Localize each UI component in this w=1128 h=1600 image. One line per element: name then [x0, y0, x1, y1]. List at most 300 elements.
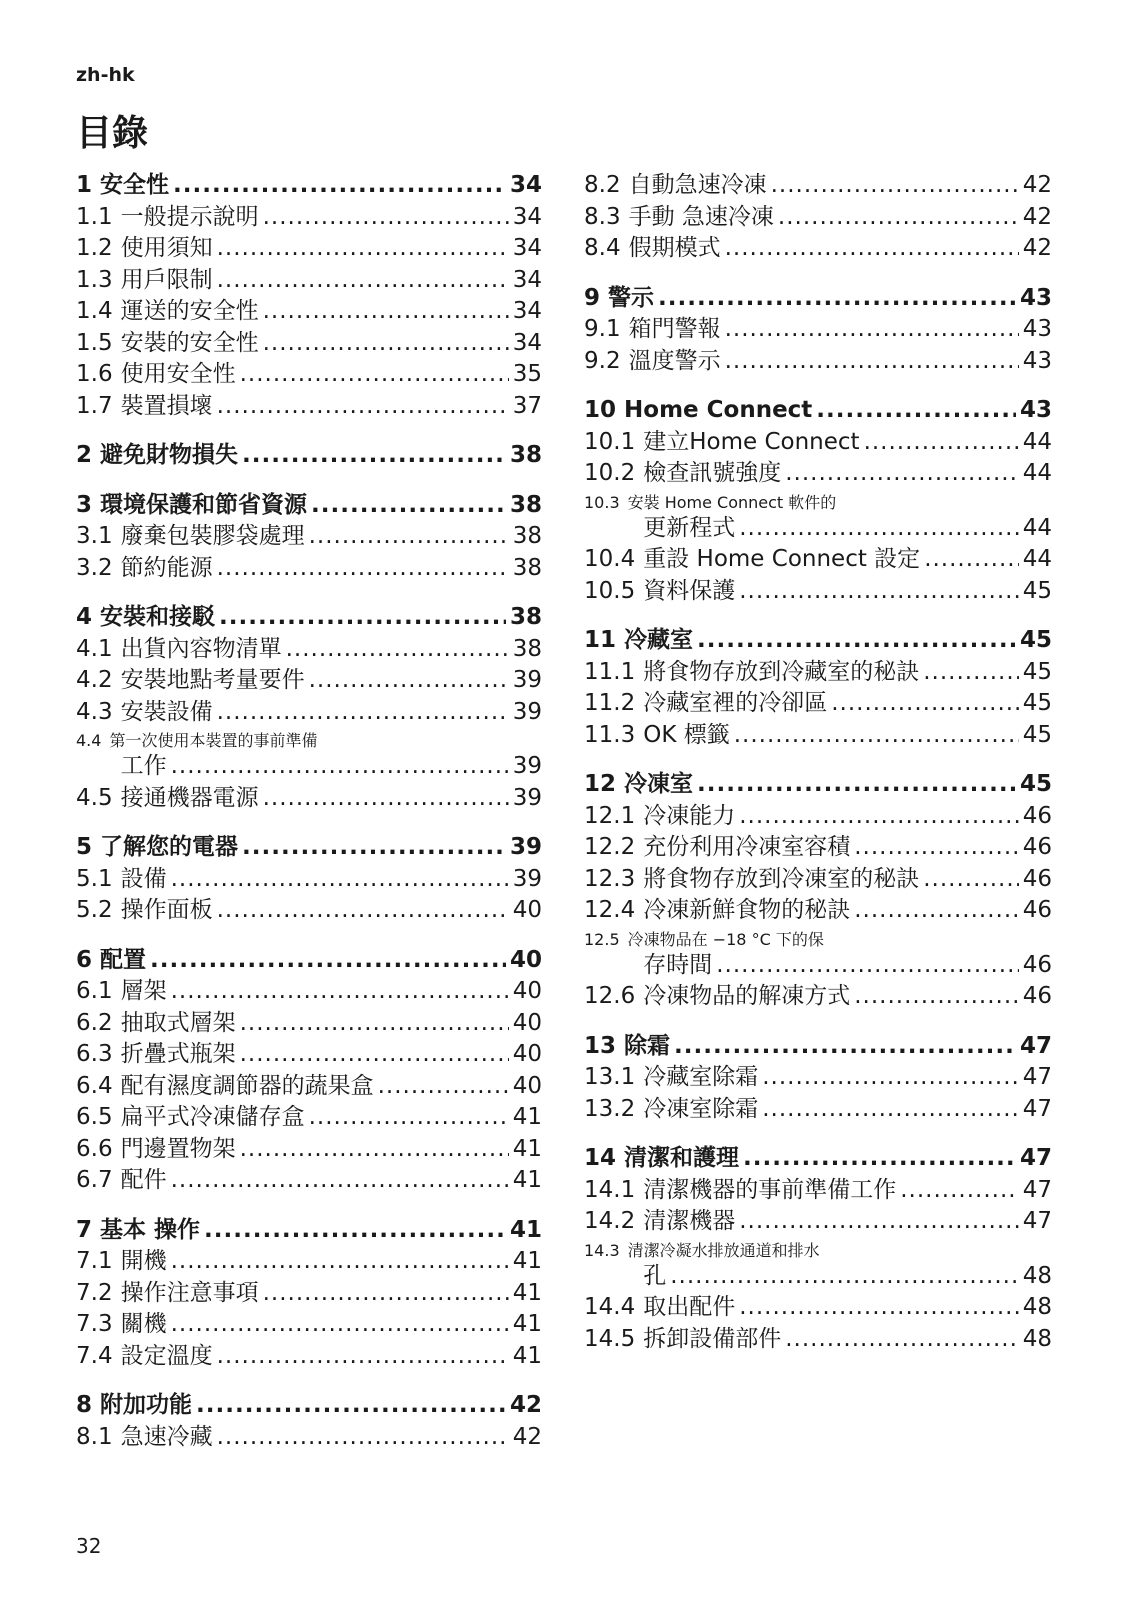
- toc-entry-page: 45: [1019, 771, 1052, 797]
- toc-section: [76, 832, 542, 927]
- dot-leader: [658, 283, 1016, 315]
- toc-entry[interactable]: [76, 521, 542, 553]
- toc-entry-page: 45: [1022, 690, 1052, 716]
- toc-entry[interactable]: [584, 1206, 1052, 1238]
- toc-chapter-heading[interactable]: [76, 945, 542, 977]
- toc-chapter-heading[interactable]: [76, 440, 542, 472]
- toc-entry-title: 將食物存放到冷凍室的秘訣: [643, 865, 920, 892]
- toc-entry-page: 41: [512, 1279, 542, 1306]
- toc-entry-title: 取出配件: [643, 1294, 736, 1320]
- toc-section: [584, 769, 1052, 1013]
- toc-column-right: [584, 170, 1052, 1373]
- toc-entry-number: 10.3: [584, 492, 620, 512]
- toc-entry-page: 44: [1022, 460, 1052, 486]
- toc-entry-number: 3.1: [76, 523, 113, 549]
- toc-chapter-heading[interactable]: [584, 769, 1052, 801]
- toc-chapter-heading[interactable]: [76, 170, 542, 202]
- toc-entry[interactable]: [584, 1292, 1052, 1324]
- toc-entry[interactable]: [584, 981, 1052, 1013]
- toc-entry-number: 4.4: [76, 731, 102, 750]
- toc-entry-title: 清潔機器: [643, 1208, 736, 1234]
- toc-entry-page: 41: [512, 1342, 542, 1369]
- dot-leader: [900, 1175, 1019, 1207]
- toc-entry-page: 34: [512, 203, 542, 230]
- toc-entry-title: 除霜: [624, 1032, 671, 1059]
- toc-entry-title: 裝置損壞: [120, 392, 213, 419]
- toc-entry-page: 43: [1022, 316, 1052, 342]
- dot-leader: [263, 202, 509, 234]
- dot-leader: [739, 513, 1019, 545]
- toc-entry-title: 箱門警報: [628, 316, 721, 342]
- toc-entry[interactable]: [584, 314, 1052, 346]
- toc-entry-title: 配件: [120, 1167, 167, 1193]
- toc-section: [76, 1215, 542, 1373]
- toc-entry[interactable]: [76, 1309, 542, 1341]
- page-number: 32: [76, 1534, 102, 1558]
- toc-entry-title: 抽取式層架: [120, 1009, 236, 1036]
- toc-section: [584, 1031, 1052, 1126]
- toc-entry-title: 清潔和護理: [624, 1145, 740, 1171]
- toc-entry-page: 42: [509, 1392, 542, 1418]
- dot-leader: [311, 490, 506, 522]
- toc-entry[interactable]: [76, 665, 542, 697]
- toc-entry-title: 建立Home Connect: [643, 428, 860, 455]
- toc-entry-title: 拆卸設備部件: [643, 1325, 782, 1352]
- toc-entry[interactable]: [76, 783, 542, 815]
- toc-entry[interactable]: [76, 1165, 542, 1197]
- dot-leader: [217, 233, 509, 265]
- dot-leader: [854, 832, 1019, 864]
- toc-entry[interactable]: [584, 576, 1052, 608]
- dot-leader: [219, 602, 506, 634]
- toc-entry-page: 40: [509, 946, 542, 973]
- toc-entry-page: 47: [1022, 1064, 1052, 1090]
- dot-leader: [739, 576, 1019, 608]
- toc-entry-number: 14.2: [584, 1208, 636, 1234]
- toc-entry-title: 節約能源: [120, 554, 213, 581]
- toc-entry-page: 43: [1022, 347, 1052, 374]
- toc-entry[interactable]: [584, 544, 1052, 576]
- toc-entry-page: 42: [1022, 203, 1052, 230]
- toc-chapter-heading[interactable]: [76, 1215, 542, 1247]
- toc-section: [76, 490, 542, 585]
- toc-entry-page: 34: [512, 298, 542, 324]
- toc-entry-title: 設定溫度: [120, 1342, 213, 1369]
- toc-entry-title: 設備: [120, 865, 167, 892]
- dot-leader: [725, 233, 1019, 265]
- toc-entry-page: 45: [1022, 577, 1052, 604]
- dot-leader: [263, 1278, 509, 1310]
- toc-entry-number: 11: [584, 627, 617, 653]
- toc-entry-page: 38: [509, 604, 542, 630]
- toc-entry[interactable]: [76, 1134, 542, 1166]
- toc-entry-title: 將食物存放到冷藏室的秘訣: [643, 658, 920, 685]
- toc-entry[interactable]: [76, 634, 542, 666]
- toc-entry-page: 40: [512, 1072, 542, 1099]
- toc-chapter-heading[interactable]: [76, 1390, 542, 1422]
- toc-entry[interactable]: [76, 1102, 542, 1134]
- toc-entry-title: 避免財物損失: [100, 442, 239, 468]
- toc-entry[interactable]: [584, 720, 1052, 752]
- toc-entry-page: 40: [512, 978, 542, 1004]
- toc-chapter-heading[interactable]: [76, 832, 542, 864]
- dot-leader: [739, 1292, 1019, 1324]
- dot-leader: [778, 202, 1019, 234]
- toc-entry-number: 1: [76, 172, 93, 198]
- dot-leader: [697, 769, 1016, 801]
- toc-entry-page: 44: [1022, 546, 1052, 572]
- toc-entry-number: 14.3: [584, 1240, 620, 1260]
- toc-entry-number: 12.5: [584, 929, 620, 949]
- toc-entry-title: 冷藏室除霜: [643, 1064, 759, 1090]
- language-tag: zh-hk: [76, 64, 135, 86]
- toc-section: [584, 283, 1052, 378]
- toc-entry-wrapped[interactable]: [584, 490, 1052, 545]
- toc-entry-title: 使用安全性: [120, 361, 236, 387]
- toc-entry[interactable]: [76, 1341, 542, 1373]
- toc-entry-title: 用戶限制: [120, 266, 213, 293]
- toc-entry-page: 46: [1022, 834, 1052, 860]
- toc-entry[interactable]: [584, 427, 1052, 459]
- toc-entry-number: 11.3: [584, 721, 636, 748]
- toc-entry[interactable]: [76, 359, 542, 391]
- toc-entry-title: 扁平式冷凍儲存盒: [120, 1104, 305, 1130]
- toc-entry[interactable]: [584, 688, 1052, 720]
- dot-leader: [171, 1246, 509, 1278]
- toc-entry-title: 冷藏室: [624, 627, 694, 653]
- toc-entry-page: 43: [1019, 284, 1052, 311]
- toc-entry-title: 安全性: [100, 172, 170, 198]
- dot-leader: [263, 783, 509, 815]
- toc-entry-number: 1.4: [76, 298, 113, 324]
- toc-entry-number: 14.4: [584, 1294, 636, 1320]
- toc-chapter-heading[interactable]: [584, 1031, 1052, 1063]
- toc-entry[interactable]: [76, 1278, 542, 1310]
- toc-entry-page: 34: [512, 266, 542, 293]
- toc-entry-number: 1.6: [76, 361, 113, 387]
- toc-entry[interactable]: [76, 976, 542, 1008]
- toc-entry-page: 42: [1022, 235, 1052, 261]
- toc-entry-page: 39: [512, 698, 542, 725]
- dot-leader: [743, 1143, 1016, 1175]
- toc-entry-title: 急速冷藏: [120, 1423, 213, 1450]
- toc-entry-number: 2: [76, 442, 93, 468]
- toc-entry-page: 37: [512, 392, 542, 419]
- toc-entry-title: 冷凍室除霜: [643, 1095, 759, 1122]
- toc-entry-title: 一般提示說明: [120, 203, 259, 230]
- dot-leader: [831, 688, 1019, 720]
- toc-entry-title: 配置: [100, 946, 147, 973]
- toc-entry-page: 46: [1022, 897, 1052, 923]
- toc-entry-number: 12.4: [584, 897, 636, 923]
- toc-entry-number: 12: [584, 771, 617, 797]
- dot-leader: [725, 314, 1019, 346]
- dot-leader: [217, 1341, 509, 1373]
- dot-leader: [785, 458, 1019, 490]
- toc-entry-number: 1.3: [76, 266, 113, 293]
- toc-entry-page: 43: [1019, 397, 1052, 423]
- dot-leader: [171, 864, 509, 896]
- toc-entry-number: 8: [76, 1392, 93, 1418]
- toc-entry[interactable]: [76, 895, 542, 927]
- toc-entry-title-continued: 存時間: [643, 951, 713, 978]
- dot-leader: [171, 976, 509, 1008]
- toc-entry-page: 40: [512, 1041, 542, 1067]
- toc-section: [584, 625, 1052, 751]
- toc-entry-number: 6.4: [76, 1072, 113, 1099]
- dot-leader: [923, 657, 1019, 689]
- toc-entry-page: 46: [1022, 865, 1052, 892]
- toc-entry[interactable]: [584, 895, 1052, 927]
- toc-entry-page: 44: [1022, 514, 1052, 541]
- toc-entry-number: 9.1: [584, 316, 621, 342]
- toc-section: [76, 945, 542, 1197]
- dot-leader: [864, 427, 1019, 459]
- toc-entry-title: 第一次使用本裝置的事前準備: [109, 731, 318, 750]
- toc-entry-number: 4.1: [76, 635, 113, 662]
- toc-entry-page: 35: [512, 361, 542, 387]
- toc-entry-number: 12.3: [584, 865, 636, 892]
- dot-leader: [923, 864, 1019, 896]
- dot-leader: [716, 950, 1019, 982]
- toc-entry-page: 47: [1019, 1032, 1052, 1059]
- toc-chapter-heading[interactable]: [76, 490, 542, 522]
- toc-entry-page: 44: [1022, 428, 1052, 455]
- toc-entry-title-continued: 更新程式: [643, 514, 736, 541]
- toc-section: [76, 602, 542, 814]
- toc-entry-title: 配有濕度調節器的蔬果盒: [120, 1072, 374, 1099]
- toc-entry-number: 12.2: [584, 834, 636, 860]
- toc-entry[interactable]: [76, 233, 542, 265]
- dot-leader: [725, 346, 1019, 378]
- dot-leader: [242, 832, 506, 864]
- toc-entry-page: 39: [512, 865, 542, 892]
- toc-entry-number: 8.2: [584, 172, 621, 198]
- dot-leader: [217, 265, 509, 297]
- dot-leader: [263, 296, 509, 328]
- dot-leader: [150, 945, 506, 977]
- dot-leader: [171, 1309, 509, 1341]
- toc-entry[interactable]: [584, 202, 1052, 234]
- toc-entry-title: 安裝和接駁: [100, 604, 216, 630]
- toc-entry-wrapped[interactable]: [76, 728, 542, 783]
- toc-entry[interactable]: [76, 328, 542, 360]
- toc-entry-page: 34: [512, 329, 542, 356]
- toc-entry-title: 開機: [120, 1248, 167, 1274]
- toc-entry-page: 34: [509, 172, 542, 198]
- dot-leader: [240, 359, 509, 391]
- dot-leader: [217, 1422, 509, 1454]
- toc-entry-page: 34: [512, 235, 542, 261]
- dot-leader: [854, 981, 1019, 1013]
- toc-entry[interactable]: [76, 1246, 542, 1278]
- toc-entry[interactable]: [584, 170, 1052, 202]
- toc-entry-number: 10.2: [584, 460, 636, 486]
- toc-entry-page: 46: [1022, 951, 1052, 978]
- toc-entry[interactable]: [76, 391, 542, 423]
- toc-entry-title-continued: 工作: [120, 753, 167, 779]
- toc-entry-title: 環境保護和節省資源: [100, 491, 308, 518]
- toc-section: [584, 1143, 1052, 1355]
- toc-entry-wrapped[interactable]: [584, 1238, 1052, 1293]
- page-title: 目錄: [76, 113, 149, 154]
- toc-entry-number: 6.6: [76, 1135, 113, 1162]
- toc-entry-title: 假期模式: [628, 235, 721, 261]
- dot-leader: [286, 634, 509, 666]
- toc-entry-number: 5: [76, 834, 93, 860]
- toc-entry-number: 1.7: [76, 392, 113, 419]
- toc-entry-number: 6: [76, 946, 93, 973]
- toc-entry[interactable]: [76, 1039, 542, 1071]
- toc-entry-page: 45: [1019, 627, 1052, 653]
- toc-entry[interactable]: [584, 1062, 1052, 1094]
- dot-leader: [771, 170, 1019, 202]
- toc-entry-title: 自動急速冷凍: [628, 172, 767, 198]
- toc-entry-page: 46: [1022, 983, 1052, 1009]
- toc-entry-number: 14.1: [584, 1176, 636, 1203]
- toc-entry-page: 42: [512, 1423, 542, 1450]
- toc-chapter-heading[interactable]: [76, 602, 542, 634]
- toc-entry-number: 14: [584, 1145, 617, 1171]
- toc-entry-page: 39: [512, 667, 542, 693]
- toc-entry[interactable]: [76, 296, 542, 328]
- toc-section: [76, 440, 542, 472]
- toc-chapter-heading[interactable]: [584, 625, 1052, 657]
- toc-entry-number: 1.1: [76, 203, 113, 230]
- toc-entry[interactable]: [76, 697, 542, 729]
- toc-entry-page: 41: [512, 1248, 542, 1274]
- toc-entry-title: 冷藏室裡的冷卻區: [643, 690, 828, 716]
- toc-entry-page: 40: [512, 897, 542, 923]
- dot-leader: [697, 625, 1016, 657]
- toc-entry-number: 1.5: [76, 329, 113, 356]
- toc-entry-number: 7.3: [76, 1311, 113, 1337]
- dot-leader: [924, 544, 1019, 576]
- toc-entry-title: 冷凍室: [624, 771, 694, 797]
- toc-entry[interactable]: [76, 202, 542, 234]
- dot-leader: [240, 1039, 509, 1071]
- toc-entry[interactable]: [584, 657, 1052, 689]
- toc-entry-page: 38: [509, 442, 542, 468]
- toc-entry-number: 8.4: [584, 235, 621, 261]
- toc-entry-page: 39: [512, 784, 542, 811]
- toc-entry-title: 折疊式瓶架: [120, 1041, 236, 1067]
- toc-entry-page: 48: [1022, 1262, 1052, 1289]
- toc-entry-title: 操作注意事項: [120, 1279, 259, 1306]
- toc-entry-page: 45: [1022, 721, 1052, 748]
- dot-leader: [674, 1031, 1016, 1063]
- toc-entry-number: 4.3: [76, 698, 113, 725]
- toc-entry-number: 11.1: [584, 658, 636, 685]
- toc-entry-number: 7.4: [76, 1342, 113, 1369]
- toc-entry[interactable]: [584, 1324, 1052, 1356]
- toc-entry-number: 1.2: [76, 235, 113, 261]
- toc-entry-title: Home Connect: [624, 397, 813, 423]
- toc-chapter-heading[interactable]: [584, 283, 1052, 315]
- toc-entry[interactable]: [76, 864, 542, 896]
- toc-entry-page: 47: [1022, 1095, 1052, 1122]
- toc-entry-number: 4: [76, 604, 93, 630]
- dot-leader: [739, 801, 1019, 833]
- dot-leader: [171, 1165, 509, 1197]
- toc-entry-number: 10.4: [584, 546, 636, 572]
- dot-leader: [734, 720, 1019, 752]
- dot-leader: [204, 1215, 506, 1247]
- toc-entry-number: 5.1: [76, 865, 113, 892]
- toc-entry[interactable]: [76, 553, 542, 585]
- toc-entry-title: 廢棄包裝膠袋處理: [120, 523, 305, 549]
- toc-entry[interactable]: [584, 233, 1052, 265]
- toc-entry-number: 8.3: [584, 203, 621, 230]
- toc-entry-title-continued: 孔: [643, 1262, 667, 1289]
- toc-entry-number: 9.2: [584, 347, 621, 374]
- toc-entry[interactable]: [76, 265, 542, 297]
- toc-entry-page: 41: [512, 1104, 542, 1130]
- toc-entry-number: 10.1: [584, 428, 636, 455]
- toc-entry-title: 重設 Home Connect 設定: [643, 546, 921, 572]
- toc-entry-number: 13.2: [584, 1095, 636, 1122]
- toc-entry-title: 手動 急速冷凍: [628, 203, 774, 230]
- toc-entry-title: 安裝 Home Connect 軟件的: [627, 492, 837, 512]
- toc-entry[interactable]: [76, 1422, 542, 1454]
- toc-entry-title: 檢查訊號強度: [643, 460, 782, 486]
- toc-entry-title: 冷凍物品在 −18 °C 下的保: [627, 929, 824, 949]
- toc-entry-number: 7.2: [76, 1279, 113, 1306]
- toc-entry-page: 41: [512, 1167, 542, 1193]
- toc-entry-page: 46: [1022, 802, 1052, 829]
- toc-section: [584, 395, 1052, 607]
- toc-entry-number: 9: [584, 284, 601, 311]
- toc-entry[interactable]: [584, 801, 1052, 833]
- toc-entry-title: 層架: [120, 978, 167, 1004]
- toc-entry-wrapped[interactable]: [584, 927, 1052, 982]
- toc-chapter-heading[interactable]: [584, 395, 1052, 427]
- toc-section: [76, 1390, 542, 1453]
- toc-entry-page: 42: [1022, 172, 1052, 198]
- dot-leader: [242, 440, 506, 472]
- toc-entry-title: OK 標籤: [643, 721, 730, 748]
- toc-entry-number: 5.2: [76, 897, 113, 923]
- dot-leader: [309, 1102, 509, 1134]
- toc-entry-number: 6.1: [76, 978, 113, 1004]
- toc-entry[interactable]: [76, 1008, 542, 1040]
- toc-entry[interactable]: [584, 458, 1052, 490]
- toc-entry-number: 14.5: [584, 1325, 636, 1352]
- dot-leader: [762, 1062, 1019, 1094]
- toc-entry-page: 38: [512, 554, 542, 581]
- dot-leader: [378, 1071, 509, 1103]
- toc-column-left: [76, 170, 542, 1471]
- toc-entry[interactable]: [584, 1094, 1052, 1126]
- toc-entry-number: 8.1: [76, 1423, 113, 1450]
- toc-entry[interactable]: [584, 346, 1052, 378]
- dot-leader: [240, 1008, 509, 1040]
- toc-entry-title: 冷凍新鮮食物的秘訣: [643, 897, 851, 923]
- toc-chapter-heading[interactable]: [584, 1143, 1052, 1175]
- dot-leader: [217, 895, 509, 927]
- toc-entry-title: 接通機器電源: [120, 784, 259, 811]
- toc-entry[interactable]: [76, 1071, 542, 1103]
- toc-entry-page: 38: [512, 635, 542, 662]
- toc-entry-page: 45: [1022, 658, 1052, 685]
- toc-entry[interactable]: [584, 864, 1052, 896]
- toc-entry-page: 38: [512, 523, 542, 549]
- toc-entry[interactable]: [584, 832, 1052, 864]
- dot-leader: [217, 391, 509, 423]
- toc-entry[interactable]: [584, 1175, 1052, 1207]
- toc-entry-page: 38: [509, 491, 542, 518]
- dot-leader: [670, 1261, 1019, 1293]
